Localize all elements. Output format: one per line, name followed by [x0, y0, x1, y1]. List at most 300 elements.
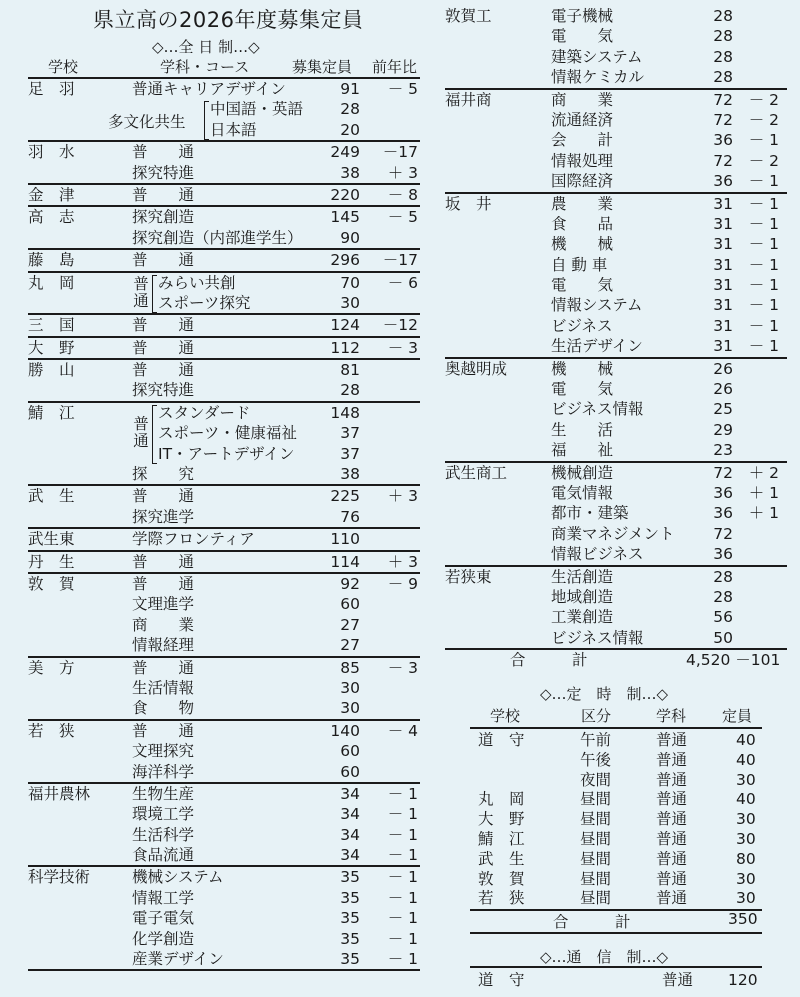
course-name: ビジネス情報: [551, 400, 644, 419]
capacity-value: 36: [713, 131, 733, 150]
table-row: [445, 151, 787, 171]
table-row: [28, 529, 420, 549]
header-school: 学校: [48, 58, 79, 76]
course-name: 電気情報: [551, 483, 614, 502]
capacity-value: 225: [330, 487, 360, 506]
parttime-cap: 30: [736, 889, 756, 908]
table-row: [470, 829, 760, 849]
capacity-value: 27: [340, 615, 360, 634]
capacity-value: 56: [713, 608, 733, 627]
table-row: [28, 163, 420, 183]
parttime-school: 丸 岡: [478, 790, 525, 809]
corr-school: 道 守: [478, 971, 525, 989]
course-name: 情報ケミカル: [551, 68, 645, 87]
course-name: 普 通: [132, 361, 195, 380]
school-group: [28, 658, 420, 721]
capacity-value: 60: [340, 742, 360, 761]
school-group: [28, 529, 420, 551]
school-group: [28, 721, 420, 784]
school-group: [445, 567, 787, 651]
table-row: [28, 741, 420, 761]
table-row: [28, 464, 420, 484]
capacity-value: 91: [340, 80, 360, 98]
course-name: 生活科学: [132, 825, 195, 844]
course-name: 情報処理: [551, 151, 614, 170]
capacity-value: 50: [713, 628, 733, 647]
capacity-value: 34: [340, 846, 360, 865]
school-group: [28, 315, 420, 337]
change-value: － 1: [387, 805, 418, 824]
course-name: 情報システム: [551, 296, 643, 315]
school-name: 坂 井: [445, 194, 492, 213]
table-row: [445, 214, 787, 234]
table-row: [28, 423, 420, 443]
school-name: 福井商: [445, 90, 492, 109]
parttime-division: 午後: [580, 750, 612, 769]
course-name: 普通キャリアデザイン: [132, 80, 286, 98]
school-group: [445, 90, 787, 194]
bracket-label: 普通: [133, 274, 149, 310]
table-row: [28, 908, 420, 928]
course-name: 福 祉: [551, 441, 614, 460]
capacity-value: 31: [713, 255, 733, 274]
pt-header-school: 学校: [490, 707, 521, 725]
capacity-value: 72: [713, 151, 733, 170]
school-group: [28, 207, 420, 250]
capacity-value: 72: [713, 524, 733, 543]
pt-header-rule: [470, 727, 762, 729]
course-name: 食 物: [132, 699, 195, 718]
course-name: 普 通: [132, 658, 195, 677]
capacity-value: 81: [340, 361, 360, 380]
course-name: 地域創造: [551, 587, 614, 606]
parttime-division: 昼間: [580, 790, 612, 809]
capacity-value: 249: [330, 143, 360, 162]
change-value: －17: [382, 143, 418, 162]
correspondence-row: [478, 970, 768, 990]
parttime-course: 普通: [656, 750, 688, 769]
change-value: － 1: [748, 255, 779, 274]
school-group: [445, 463, 787, 567]
table-row: [445, 171, 787, 191]
course-name: IT・アートデザイン: [158, 444, 295, 463]
capacity-value: 28: [713, 27, 733, 46]
capacity-value: 37: [340, 424, 360, 443]
parttime-division: 昼間: [580, 830, 612, 848]
school-group: [28, 142, 420, 185]
capacity-value: 28: [713, 7, 733, 25]
table-row: [445, 399, 787, 419]
bracket-label: 多文化共生: [108, 112, 186, 131]
table-row: [28, 658, 420, 678]
school-group: [28, 185, 420, 207]
course-name: 環境工学: [132, 805, 195, 824]
capacity-value: 31: [713, 316, 733, 335]
school-name: 藤 島: [28, 251, 75, 270]
school-name: 丹 生: [28, 552, 75, 571]
capacity-value: 70: [340, 273, 360, 292]
table-row: [445, 503, 787, 523]
table-row: [28, 142, 420, 162]
school-name: 丸 岡: [28, 273, 75, 292]
parttime-cap: 30: [736, 770, 756, 789]
course-name: 普 通: [132, 338, 195, 357]
course-name: 探 究: [132, 465, 195, 484]
fulltime-left-column: [28, 79, 420, 971]
school-name: 美 方: [28, 658, 75, 677]
parttime-cap: 40: [736, 731, 756, 749]
table-row: [28, 635, 420, 655]
course-name: 生 活: [551, 420, 614, 439]
table-row: [470, 809, 760, 829]
pt-header-course: 学科: [656, 707, 687, 725]
table-row: [28, 185, 420, 205]
school-group: [28, 273, 420, 316]
table-row: [470, 750, 760, 770]
table-row: [28, 250, 420, 270]
parttime-table: [470, 730, 762, 910]
course-name: みらい共創: [158, 273, 236, 292]
course-name: スポーツ探究: [158, 293, 251, 312]
fulltime-total-value: 4,520 －101: [686, 651, 781, 669]
capacity-value: 35: [340, 888, 360, 907]
parttime-division: 昼間: [580, 889, 612, 908]
school-name: 金 津: [28, 185, 75, 204]
table-row: [445, 379, 787, 399]
bracket: [152, 275, 157, 314]
capacity-value: 38: [340, 163, 360, 182]
table-row: [445, 47, 787, 67]
fulltime-heading: ◇…全 日 制…◇: [152, 38, 260, 56]
school-group: [445, 194, 787, 359]
school-name: 若狭東: [445, 567, 492, 586]
table-row: [445, 587, 787, 607]
capacity-value: 38: [340, 465, 360, 484]
change-value: － 1: [748, 337, 779, 356]
school-name: 鯖 江: [28, 403, 75, 422]
course-name: 普 通: [132, 185, 195, 204]
pt-header-capacity: 定員: [722, 707, 753, 725]
table-row: [28, 721, 420, 741]
table-row: [28, 574, 420, 594]
table-row: [445, 26, 787, 46]
school-name: 武 生: [28, 487, 75, 506]
parttime-cap: 40: [736, 790, 756, 809]
capacity-value: 26: [713, 359, 733, 378]
course-name: 普 通: [132, 316, 195, 335]
parttime-course: 普通: [656, 770, 688, 789]
course-name: 電 気: [551, 380, 614, 399]
table-row: [445, 607, 787, 627]
school-name: 武生東: [28, 530, 75, 549]
course-name: 生活情報: [132, 678, 195, 697]
correspondence-heading: ◇…通 信 制…◇: [540, 948, 669, 966]
parttime-total-value: 350: [728, 910, 758, 928]
course-name: 流通経済: [551, 110, 614, 129]
change-value: － 2: [748, 110, 779, 129]
parttime-total-label: 合 計: [553, 913, 631, 931]
course-name: 建築システム: [551, 47, 643, 66]
course-name: 生活デザイン: [551, 337, 643, 356]
change-value: － 1: [748, 131, 779, 150]
course-name: 中国語・英語: [210, 100, 304, 119]
course-name: 普 通: [132, 143, 195, 162]
school-group: [28, 250, 420, 272]
capacity-value: 28: [713, 47, 733, 66]
capacity-value: 35: [340, 950, 360, 969]
parttime-division: 夜間: [580, 770, 612, 789]
school-group: [28, 360, 420, 403]
fulltime-total-label: 合 計: [510, 651, 588, 669]
course-name: 海洋科学: [132, 762, 195, 781]
course-name: 学際フロンティア: [132, 530, 255, 549]
school-name: 大 野: [28, 338, 75, 357]
capacity-value: 28: [713, 587, 733, 606]
course-name: 情報経理: [132, 636, 195, 655]
pt-total-rule: [470, 932, 762, 934]
course-name: 会 計: [551, 131, 614, 150]
table-row: [28, 444, 420, 464]
course-name: 都市・建築: [551, 504, 629, 523]
change-value: － 1: [748, 276, 779, 295]
table-row: [28, 698, 420, 718]
course-name: 探究創造（内部進学生）: [132, 228, 303, 247]
course-name: 文理進学: [132, 595, 195, 614]
capacity-value: 110: [330, 530, 360, 549]
change-value: － 1: [748, 316, 779, 335]
header-capacity: 募集定員: [292, 58, 353, 76]
table-row: [445, 567, 787, 587]
capacity-value: 72: [713, 463, 733, 482]
parttime-school: 武 生: [478, 849, 525, 868]
capacity-value: 37: [340, 444, 360, 463]
capacity-value: 31: [713, 235, 733, 254]
parttime-school: 大 野: [478, 810, 525, 829]
course-name: 商 業: [551, 90, 614, 109]
parttime-school: 敦 賀: [478, 869, 525, 888]
change-value: ＋ 3: [387, 487, 418, 506]
course-name: 食 品: [551, 214, 614, 233]
course-name: 普 通: [132, 574, 195, 593]
table-row: [28, 120, 420, 140]
capacity-value: 36: [713, 483, 733, 502]
table-row: [445, 440, 787, 460]
course-name: 普 通: [132, 487, 195, 506]
bracket-label: 普通: [133, 415, 149, 451]
course-name: 普 通: [132, 552, 195, 571]
change-value: － 9: [387, 574, 418, 593]
parttime-course: 普通: [656, 889, 688, 908]
course-name: ビジネス情報: [551, 628, 644, 647]
fulltime-right-column: [445, 6, 787, 650]
table-row: [445, 628, 787, 648]
capacity-value: 28: [340, 100, 360, 119]
change-value: － 1: [387, 888, 418, 907]
table-row: [445, 483, 787, 503]
school-name: 足 羽: [28, 80, 75, 98]
capacity-value: 124: [330, 316, 360, 335]
change-value: － 1: [748, 235, 779, 254]
change-value: － 5: [387, 80, 418, 98]
school-group: [28, 79, 420, 142]
capacity-value: 35: [340, 909, 360, 928]
capacity-value: 31: [713, 276, 733, 295]
change-value: － 1: [748, 172, 779, 191]
capacity-value: 36: [713, 504, 733, 523]
course-name: 工業創造: [551, 608, 614, 627]
course-name: 探究特進: [132, 381, 195, 400]
table-row: [28, 403, 420, 423]
table-row: [445, 130, 787, 150]
table-row: [28, 678, 420, 698]
school-name: 福井農林: [28, 784, 91, 803]
table-row: [28, 615, 420, 635]
capacity-value: 28: [340, 381, 360, 400]
course-name: 商 業: [132, 615, 195, 634]
table-row: [445, 6, 787, 26]
capacity-value: 60: [340, 762, 360, 781]
course-name: スポーツ・健康福祉: [158, 424, 297, 443]
capacity-value: 34: [340, 825, 360, 844]
parttime-division: 昼間: [580, 849, 612, 868]
school-name: 武生商工: [445, 463, 508, 482]
table-row: [470, 869, 760, 889]
course-name: 化学創造: [132, 929, 195, 948]
table-row: [445, 463, 787, 483]
capacity-value: 76: [340, 507, 360, 526]
course-name: 機 械: [551, 235, 614, 254]
parttime-school: 鯖 江: [478, 830, 525, 848]
table-row: [445, 67, 787, 87]
school-name: 敦賀工: [445, 7, 492, 25]
corr-course: 普通: [662, 971, 694, 989]
parttime-course: 普通: [656, 790, 688, 809]
parttime-heading: ◇…定 時 制…◇: [540, 685, 669, 703]
change-value: － 1: [748, 214, 779, 233]
course-name: スタンダード: [158, 403, 251, 422]
change-value: － 6: [387, 273, 418, 292]
header-course: 学科・コース: [160, 58, 250, 76]
change-value: － 3: [387, 658, 418, 677]
table-row: [28, 867, 420, 887]
capacity-value: 85: [340, 658, 360, 677]
school-name: 勝 山: [28, 361, 75, 380]
capacity-value: 23: [713, 441, 733, 460]
change-value: － 5: [387, 208, 418, 227]
school-group: [28, 403, 420, 487]
parttime-course: 普通: [656, 869, 688, 888]
table-row: [470, 789, 760, 809]
capacity-value: 29: [713, 420, 733, 439]
table-row: [28, 804, 420, 824]
table-row: [28, 949, 420, 969]
table-row: [28, 594, 420, 614]
parttime-course: 普通: [656, 810, 688, 829]
course-name: 産業デザイン: [132, 950, 224, 969]
school-group: [445, 359, 787, 463]
change-value: － 1: [387, 846, 418, 865]
table-row: [445, 544, 787, 564]
capacity-value: 60: [340, 595, 360, 614]
change-value: ＋ 3: [387, 552, 418, 571]
change-value: ＋ 2: [748, 463, 779, 482]
table-row: [28, 888, 420, 908]
course-name: 生活創造: [551, 567, 614, 586]
table-row: [28, 486, 420, 506]
school-group: [445, 6, 787, 90]
course-name: ビジネス: [551, 316, 613, 335]
school-name: 高 志: [28, 208, 75, 227]
table-row: [470, 888, 760, 908]
parttime-course: 普通: [656, 731, 688, 749]
school-name: 敦 賀: [28, 574, 75, 593]
capacity-value: 28: [713, 567, 733, 586]
change-value: － 1: [748, 296, 779, 315]
table-row: [28, 315, 420, 335]
change-value: ＋ 1: [748, 483, 779, 502]
course-name: 電子電気: [132, 909, 195, 928]
pt-header-division: 区分: [581, 707, 612, 725]
table-row: [28, 360, 420, 380]
parttime-cap: 30: [736, 869, 756, 888]
parttime-school: 道 守: [478, 731, 525, 749]
course-name: 情報ビジネス: [551, 545, 644, 564]
capacity-value: 72: [713, 110, 733, 129]
capacity-value: 90: [340, 228, 360, 247]
change-value: － 8: [387, 185, 418, 204]
course-name: 食品流通: [132, 846, 195, 865]
table-row: [28, 79, 420, 99]
capacity-value: 140: [330, 721, 360, 740]
capacity-value: 20: [340, 120, 360, 139]
school-name: 奥越明成: [445, 359, 508, 378]
capacity-value: 220: [330, 185, 360, 204]
capacity-value: 145: [330, 208, 360, 227]
capacity-value: 34: [340, 805, 360, 824]
parttime-division: 昼間: [580, 869, 612, 888]
table-row: [28, 762, 420, 782]
parttime-cap: 30: [736, 830, 756, 848]
table-row: [445, 295, 787, 315]
corr-rule: [470, 966, 762, 968]
course-name: 電 気: [551, 27, 614, 46]
table-row: [445, 316, 787, 336]
course-name: 探究創造: [132, 208, 195, 227]
page-title: 県立高の2026年度募集定員: [93, 8, 364, 32]
capacity-value: 31: [713, 337, 733, 356]
school-group: [28, 338, 420, 360]
school-group: [28, 552, 420, 574]
course-name: 生物生産: [132, 784, 195, 803]
table-row: [28, 552, 420, 572]
course-name: 探究進学: [132, 507, 195, 526]
capacity-value: 30: [340, 293, 360, 312]
table-row: [28, 929, 420, 949]
table-row: [28, 207, 420, 227]
table-row: [470, 730, 760, 750]
table-row: [28, 273, 420, 293]
capacity-value: 35: [340, 868, 360, 887]
capacity-value: 27: [340, 636, 360, 655]
change-value: － 4: [387, 721, 418, 740]
change-value: －12: [382, 316, 418, 335]
school-name: 羽 水: [28, 143, 75, 162]
table-row: [445, 524, 787, 544]
course-name: 電子機械: [551, 7, 614, 25]
parttime-course: 普通: [656, 830, 688, 848]
table-row: [28, 825, 420, 845]
school-group: [28, 574, 420, 658]
